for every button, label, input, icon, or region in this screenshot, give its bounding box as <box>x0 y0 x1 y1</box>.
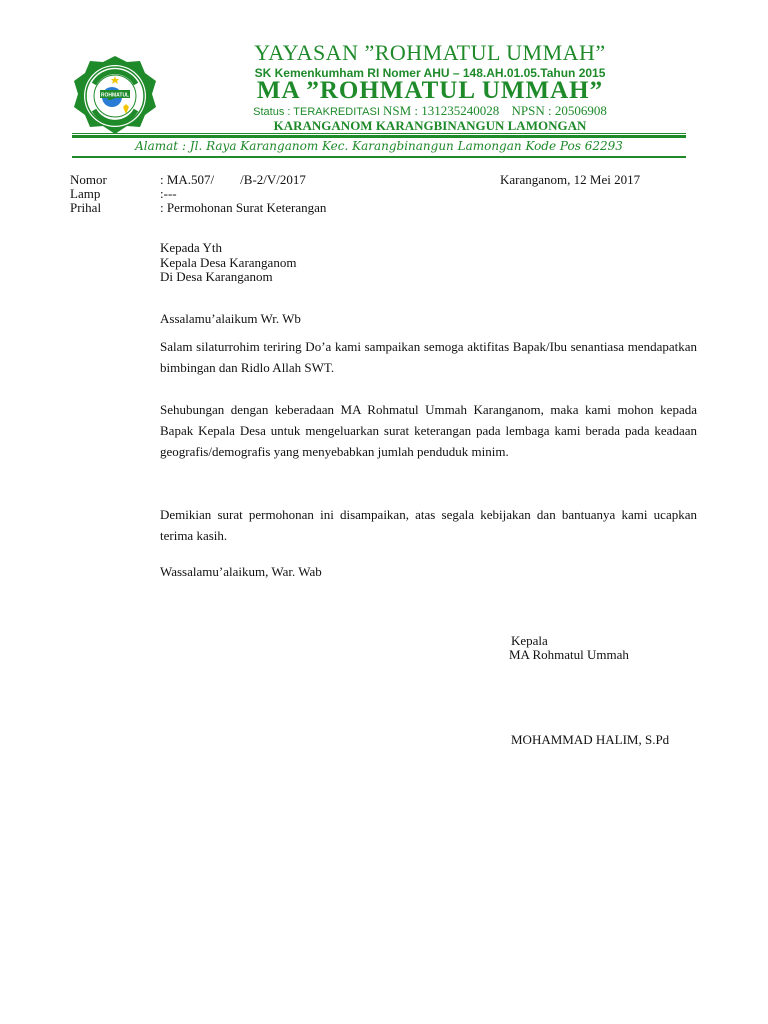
lamp-label: Lamp <box>70 186 101 201</box>
closing-salutation: Wassalamu’alaikum, War. Wab <box>160 564 322 579</box>
signatory-institution: MA Rohmatul Ummah <box>509 647 629 662</box>
school-location: KARANGANOM KARANGBINANGUN LAMONGAN <box>273 118 587 133</box>
letter-date: Karanganom, 12 Mei 2017 <box>500 172 641 187</box>
school-name: MA ”ROHMATUL UMMAH” <box>256 77 604 104</box>
paragraph-3 <box>160 504 697 546</box>
prihal-value: : Permohonan Surat Keterangan <box>160 200 327 215</box>
recipient-line3: Di Desa Karanganom <box>160 269 273 284</box>
signatory-title: Kepala <box>511 633 548 648</box>
paragraph-1 <box>160 336 697 378</box>
recipient-line1: Kepada Yth <box>160 240 222 255</box>
paragraph-2-text: Sehubungan dengan keberadaan MA Rohmatul Ummah Karanganom, maka kami mohon kepada Bapak Kepala Desa untuk mengeluarkan surat keterangan pada lembaga kami berada pada keadaan geografis/demografis yang menyebabkan jumlah penduduk minim. <box>160 402 697 459</box>
nomor-value: : MA.507/ /B-2/V/2017 <box>160 172 306 187</box>
paragraph-2 <box>160 399 697 462</box>
address-divider <box>72 156 686 158</box>
school-address: Alamat : Jl. Raya Karanganom Kec. Karangbinangun Lamongan Kode Pos 62293 <box>135 139 623 153</box>
nsm-number: NSM : 131235240028 <box>382 103 500 118</box>
school-emblem-logo <box>72 54 158 140</box>
sk-registration: SK Kemenkumham RI Nomer AHU – 148.AH.01.05.Tahun 2015 <box>254 66 606 80</box>
npsn-number: NPSN : 20506908 <box>511 103 607 118</box>
emblem-graphic <box>72 54 158 140</box>
letterhead-divider-thick <box>72 135 686 138</box>
paragraph-1-text: Salam silaturrohim teriring Do’a kami sampaikan semoga aktifitas Bapak/Ibu senantiasa mendapatkan bimbingan dan Ridlo Allah SWT. <box>160 339 697 375</box>
signatory-name: MOHAMMAD HALIM, S.Pd <box>511 732 670 747</box>
paragraph-3-text: Demikian surat permohonan ini disampaikan, atas segala kebijakan dan bantuanya kami ucapkan terima kasih. <box>160 507 697 543</box>
letterhead-divider-thin <box>72 133 686 134</box>
svg-text:ROHMATUL: ROHMATUL <box>100 92 130 99</box>
status-label: Status : TERAKREDITASI <box>253 106 380 118</box>
lamp-value: :--- <box>160 186 177 201</box>
nomor-label: Nomor <box>70 172 107 187</box>
prihal-label: Prihal <box>70 200 102 215</box>
greeting: Assalamu’alaikum Wr. Wb <box>160 311 301 326</box>
accreditation-line <box>170 103 690 119</box>
foundation-name: YAYASAN ”ROHMATUL UMMAH” <box>254 40 606 65</box>
recipient-line2: Kepala Desa Karanganom <box>160 255 297 270</box>
